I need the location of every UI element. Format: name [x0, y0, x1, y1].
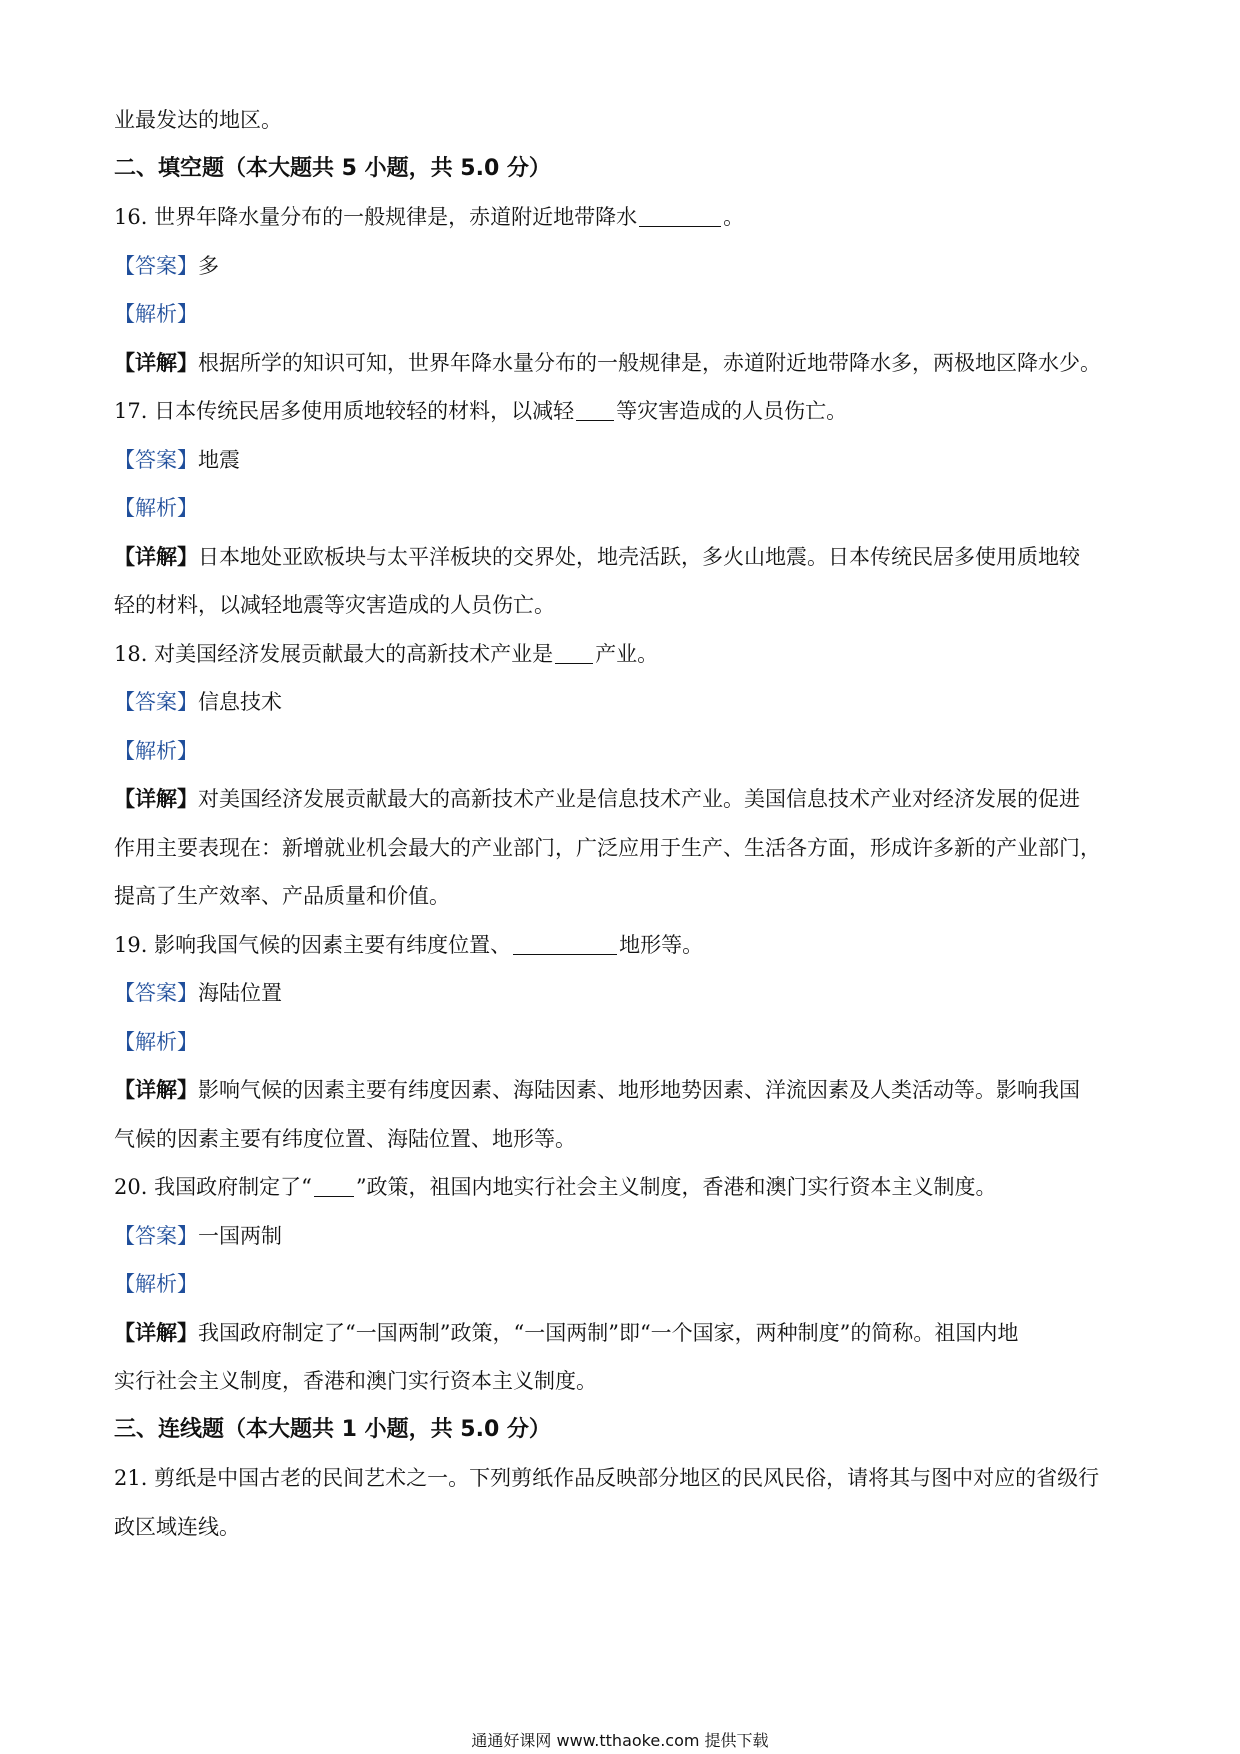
question-21-cont: 政区域连线。	[114, 1514, 240, 1539]
analysis-label: 【解析】	[114, 302, 198, 326]
detail-19	[114, 1066, 1134, 1115]
document-page	[114, 96, 1134, 1551]
answer-label: 【答案】	[114, 1223, 198, 1248]
question-18-text: 18. 对美国经济发展贡献最大的高新技术产业是	[114, 641, 554, 666]
question-21: 21. 剪纸是中国古老的民间艺术之一。下列剪纸作品反映部分地区的民风民俗，请将其与图中对应的省级行	[114, 1466, 1100, 1490]
detail-label: 【详解】	[114, 543, 198, 569]
answer-18-value: 信息技术	[198, 690, 282, 714]
answer-17-value: 地震	[198, 447, 240, 472]
analysis-18	[114, 727, 1134, 776]
analysis-label: 【解析】	[114, 1272, 198, 1296]
detail-19-text: 影响气候的因素主要有纬度因素、海陆因素、地形地势因素、洋流因素及人类活动等。影响我国	[198, 1078, 1080, 1102]
page-footer: 通通好课网 www.tthaoke.com 提供下载	[471, 1731, 769, 1750]
detail-17	[114, 533, 1134, 582]
answer-16	[114, 242, 1134, 291]
detail-19-cont: 气候的因素主要有纬度位置、海陆位置、地形等。	[114, 1126, 576, 1151]
analysis-20	[114, 1260, 1134, 1309]
detail-16-text: 根据所学的知识可知，世界年降水量分布的一般规律是，赤道附近地带降水多，两极地区降水少。	[198, 350, 1101, 375]
question-16-blank	[639, 225, 721, 227]
section2-title: 二、填空题（本大题共 5 小题，共 5.0 分）	[114, 155, 551, 181]
detail-label: 【详解】	[114, 786, 198, 811]
detail-20	[114, 1309, 1134, 1358]
question-20-blank	[314, 1195, 354, 1197]
analysis-19	[114, 1018, 1134, 1067]
analysis-label: 【解析】	[114, 496, 198, 520]
answer-label: 【答案】	[114, 981, 198, 1005]
section3-title: 三、连线题（本大题共 1 小题，共 5.0 分）	[114, 1416, 551, 1442]
question-18-text-end: 产业。	[595, 641, 659, 666]
answer-17	[114, 436, 1134, 485]
question-20-text: 20. 我国政府制定了“	[114, 1175, 312, 1199]
question-17-text-end: 等灾害造成的人员伤亡。	[616, 399, 848, 423]
question-19-blank	[513, 953, 617, 955]
detail-18	[114, 775, 1134, 824]
detail-16	[114, 339, 1134, 388]
detail-20-cont: 实行社会主义制度，香港和澳门实行资本主义制度。	[114, 1369, 597, 1393]
analysis-17	[114, 484, 1134, 533]
answer-20-value: 一国两制	[198, 1223, 282, 1248]
answer-16-value: 多	[198, 253, 219, 278]
question-20	[114, 1163, 1134, 1212]
detail-20-text: 我国政府制定了“一国两制”政策，“一国两制”即“一个国家，两种制度”的简称。祖国内地	[198, 1320, 1019, 1345]
question-19-text-end: 地形等。	[619, 932, 704, 957]
question-16-text: 16. 世界年降水量分布的一般规律是，赤道附近地带降水	[114, 205, 638, 229]
question-19-text: 19. 影响我国气候的因素主要有纬度位置、	[114, 932, 512, 957]
detail-17-cont: 轻的材料，以减轻地震等灾害造成的人员伤亡。	[114, 593, 555, 617]
detail-17-text: 日本地处亚欧板块与太平洋板块的交界处，地壳活跃，多火山地震。日本传统民居多使用质地较	[198, 544, 1080, 569]
question-17	[114, 387, 1134, 436]
answer-label: 【答案】	[114, 447, 198, 472]
question-20-text-end: ”政策，祖国内地实行社会主义制度，香港和澳门实行资本主义制度。	[355, 1175, 997, 1199]
analysis-label: 【解析】	[114, 738, 198, 763]
question-17-blank	[576, 419, 614, 421]
answer-19-value: 海陆位置	[198, 981, 282, 1005]
detail-18-cont-1: 作用主要表现在：新增就业机会最大的产业部门，广泛应用于生产、生活各方面，形成许多新的产业部门，	[114, 835, 1101, 860]
detail-label: 【详解】	[114, 1319, 198, 1345]
detail-label: 【详解】	[114, 349, 198, 375]
intro-line: 业最发达的地区。	[114, 108, 282, 132]
analysis-16	[114, 290, 1134, 339]
detail-18-text: 对美国经济发展贡献最大的高新技术产业是信息技术产业。美国信息技术产业对经济发展的促进	[198, 787, 1080, 811]
question-17-text: 17. 日本传统民居多使用质地较轻的材料，以减轻	[114, 399, 575, 423]
question-18-blank	[555, 662, 593, 664]
question-16	[114, 193, 1134, 242]
answer-20	[114, 1212, 1134, 1261]
question-19	[114, 921, 1134, 970]
answer-18	[114, 678, 1134, 727]
question-18	[114, 630, 1134, 679]
answer-label: 【答案】	[114, 253, 198, 278]
question-16-text-end: 。	[723, 205, 745, 229]
answer-label: 【答案】	[114, 690, 198, 714]
answer-19	[114, 969, 1134, 1018]
analysis-label: 【解析】	[114, 1029, 198, 1054]
detail-label: 【详解】	[114, 1077, 198, 1102]
detail-18-cont-2: 提高了生产效率、产品质量和价值。	[114, 884, 450, 908]
